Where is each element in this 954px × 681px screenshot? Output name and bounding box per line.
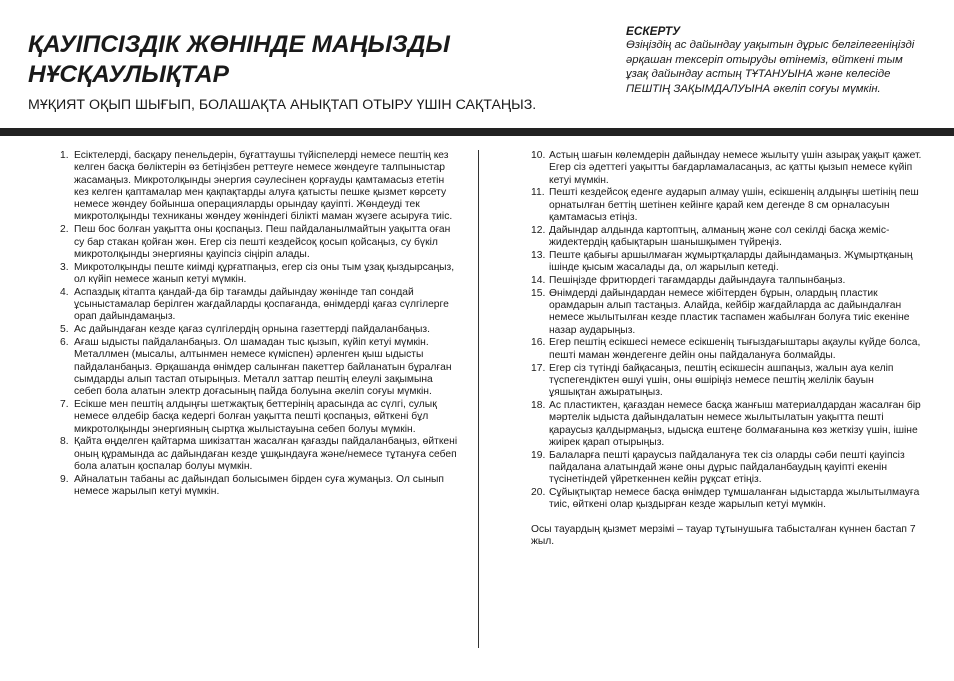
right-instruction-list bbox=[531, 150, 923, 548]
instruction-number: 10. bbox=[531, 150, 546, 161]
instruction-item bbox=[60, 399, 458, 436]
header-divider-bar bbox=[0, 128, 954, 136]
instruction-text: Аспаздық кітапта қандай-да бір тағамды дайындау жөнінде тап сондай ұсыныстамалар берілген жағдайларды қоспағанда, өнімдерді қағаз сүлгілерге орап дайындамаңыз. bbox=[74, 286, 449, 323]
instruction-item bbox=[531, 275, 923, 287]
page-subtitle: МҰҚИЯТ ОҚЫП ШЫҒЫП, БОЛАШАҚТА АНЫҚТАП ОТЫРУ ҮШІН САҚТАҢЫЗ. bbox=[28, 97, 537, 113]
instruction-item bbox=[531, 400, 923, 449]
instruction-number: 11. bbox=[531, 187, 545, 199]
instruction-item bbox=[60, 474, 458, 499]
instruction-item bbox=[60, 337, 458, 398]
instruction-number: 19. bbox=[531, 449, 546, 461]
instruction-number: 14. bbox=[531, 274, 546, 286]
page-title: ҚАУІПСІЗДІК ЖӨНІНДЕ МАҢЫЗДЫ НҰСҚАУЛЫҚТАР bbox=[28, 31, 450, 88]
instruction-item bbox=[60, 324, 458, 336]
instruction-item bbox=[531, 288, 923, 337]
instruction-text: Өнімдерді дайындардан немесе жібітерден бұрын, олардың пластик орамдарын алып тастаңыз. Алайда, кейбір жағдайларда ас дайындалған немесе жылытылған кезде пластик таспамен жабылған болуға тиіс екеніне назар аударыңыз. bbox=[549, 287, 910, 336]
instruction-number: 3. bbox=[60, 261, 69, 273]
instruction-number: 15. bbox=[531, 287, 546, 299]
instruction-item bbox=[531, 487, 923, 512]
instruction-number: 4. bbox=[60, 286, 69, 298]
instruction-number: 7. bbox=[60, 398, 69, 410]
instruction-text: Пешті кездейсоқ еденге аударып алмау үшін, есікшенің алдыңғы шетінің пеш орнатылған беттің шетінен кейінге қарай кем дегенде 8 см орналасуын қамтамасыз етіңіз. bbox=[549, 187, 919, 223]
instruction-item bbox=[60, 224, 458, 261]
instruction-item bbox=[531, 150, 923, 187]
instruction-item bbox=[531, 225, 923, 250]
instruction-number: 6. bbox=[60, 336, 69, 348]
instruction-number: 16. bbox=[531, 337, 546, 349]
instruction-number: 9. bbox=[60, 473, 69, 485]
instruction-item bbox=[60, 150, 458, 224]
warning-note-text: Өзіңіздің ас дайындау уақытын дұрыс белгілегеніңізді әрқашан тексеріп отыруды өтінеміз, өйткені тым ұзақ дайындау астың ТҰТАНУЫНА және келесіде ПЕШТІҢ ЗАҚЫМДАЛУЫНА әкеліп соғуы мүмкін. bbox=[626, 39, 915, 95]
instruction-item bbox=[531, 187, 923, 224]
instruction-number: 17. bbox=[531, 362, 546, 374]
instruction-number: 18. bbox=[531, 399, 546, 411]
instruction-text: Пешіңізде фритюрдегі тағамдарды дайындауға талпынбаңыз. bbox=[549, 274, 846, 286]
instruction-item bbox=[531, 250, 923, 275]
instruction-text: Есікше мен пештің алдыңғы шетжақтық беттерінің арасында ас сүлгі, сулық немесе өлдебір басқа кедергі болған уақытта пешті қоспаңыз, өйткені бұл микротолқынды энергияның сыртқа жылыстауына себеп болуы мүмкін. bbox=[74, 398, 437, 435]
instruction-number: 12. bbox=[531, 224, 546, 236]
instruction-number: 8. bbox=[60, 436, 69, 448]
instruction-text: Балаларға пешті қараусыз пайдалануға тек сіз оларды сәби пешті қауіпсіз пайдалана алатындай және оны дұрыс пайдаланбаудың қауіпті екенін түсінетіндей үйреткеннен кейін рұқсат етіңіз. bbox=[549, 449, 905, 486]
instruction-number: 1. bbox=[60, 150, 69, 161]
instruction-number: 20. bbox=[531, 487, 546, 499]
instruction-text: Пеш бос болған уақытта оны қоспаңыз. Пеш пайдаланылмайтын уақытта оған су бар стакан қойған жөн. Егер сіз пешті кездейсоқ қосып қойсаңыз, су бүкіл микротолқынды энергияны қауіпсіз сіңіріп алады. bbox=[74, 224, 451, 260]
left-instruction-list bbox=[60, 150, 458, 499]
instruction-text: Айналатын табаны ас дайындап болысымен бірден суға жумаңыз. Ол сынып немесе жарылып кетуі мүмкін. bbox=[74, 473, 445, 498]
instruction-item bbox=[60, 262, 458, 287]
instruction-item bbox=[531, 363, 923, 400]
instruction-text: Есіктелерді, басқару пенельдерін, бұғаттаушы түйіспелерді немесе пештің кез келген басқа бөліктерін өз бетіңізбен реттеуге немесе жөндеуге талпыныстар жасамаңыз. Микротолқынды энергия сәулесінен қорғауды қамтамасыз ететін кез келген қаптамалар мен қақпақтарды алуға қатысты пешке қызмет көрсету немесе жөндеу бойынша операцияларды орындау қауіпті. Жөндеуді тек микротолқынды техниканы жөндеу жөніндегі білікті маман жүзеге асыруға тиіс. bbox=[74, 150, 453, 223]
instruction-item bbox=[60, 436, 458, 473]
instruction-text: Ас пластиктен, қағаздан немесе басқа жанғыш материалдардан жасалған бір мәртелік ыдыста дайындалатын немесе жылытылатын уақытта пешті қараусыз қалдырмаңыз, ыдысқа ештеңе болмағанына көз жеткізу үшін, ішіне жиірек қарап отырыңыз. bbox=[549, 399, 921, 448]
instruction-number: 13. bbox=[531, 249, 546, 261]
instruction-number: 5. bbox=[60, 324, 69, 336]
warning-note bbox=[626, 24, 926, 96]
instruction-text: Ағаш ыдысты пайдаланбаңыз. Ол шамадан тыс қызып, күйіп кетуі мүмкін. Металлмен (мысалы, алтынмен немесе күміспен) әрленген қыш ыдысты пайдаланбаңыз. Әрқашанда өнімдер салынған пакеттер байланатын бұралған сымдарды алып тастап отырыңыз. Металл заттар пештің елеулі зақымына себеп бола алатын электр доғасының пайда болуына әкеліп соғуы мүмкін. bbox=[74, 336, 452, 398]
instruction-item bbox=[531, 450, 923, 487]
instruction-item bbox=[531, 337, 923, 362]
instruction-number: 2. bbox=[60, 224, 69, 236]
instruction-text: Астың шағын көлемдерін дайындау немесе жылыту үшін азырақ уақыт қажет. Егер сіз әдеттегі уақытты бағдарламаласаңыз, ас қатты қызып немесе күйіп кетуі мүмкін. bbox=[549, 150, 922, 186]
warning-note-heading: ЕСКЕРТУ bbox=[626, 24, 681, 38]
instruction-text: Егер сіз түтінді байқасаңыз, пештің есікшесін ашпаңыз, жалын ауа келіп түспегендіктен өшуі үшін, оны өшіріңіз немесе пештің желілік бауын ұяшықтан ажыратыңыз. bbox=[549, 362, 894, 399]
instruction-text: Қайта өңделген қайтарма шикізаттан жасалған қағазды пайдаланбаңыз, өйткені оның құрамында ас дайындаған кезде ұшқындауға және/немесе тұтануға себеп бола алатын қоспалар болуы мүмкін. bbox=[74, 436, 458, 472]
instruction-text: Егер пештің есікшесі немесе есікшенің тығыздағыштары ақаулы күйде болса, пешті маман жөндегенге дейін оны пайдалануға болмайды. bbox=[549, 337, 921, 361]
service-life-note: Осы тауардың қызмет мерзімі – тауар тұтынушыға табысталған күннен бастап 7 жыл. bbox=[531, 523, 916, 547]
instruction-text: Сұйықтықтар немесе басқа өнімдер тұмшаланған ыдыстарда жылытылмауға тиіс, өйткені олар қыздырған кезде жарылып кетуі мүмкін. bbox=[549, 487, 920, 511]
instruction-item bbox=[60, 287, 458, 324]
instruction-text: Пеште қабығы аршылмаған жұмыртқаларды дайындамаңыз. Жұмыртқаның ішінде қысым жасалады да, ол жарылып кетеді. bbox=[549, 249, 913, 274]
instruction-text: Дайындар алдында картоптың, алманың және сол секілді басқа жеміс-жидектердің қабықтарын шанышқымен түйреңіз. bbox=[549, 224, 890, 249]
instruction-text: Микротолқынды пеште киімді құрғатпаңыз, егер сіз оны тым ұзақ қыздырсаңыз, ол күйіп немесе жанып кетуі мүмкін. bbox=[74, 261, 455, 285]
instruction-text: Ас дайындаған кезде қағаз сүлгілердің орнына газеттерді пайдаланбаңыз. bbox=[74, 324, 430, 336]
column-divider bbox=[478, 150, 479, 648]
